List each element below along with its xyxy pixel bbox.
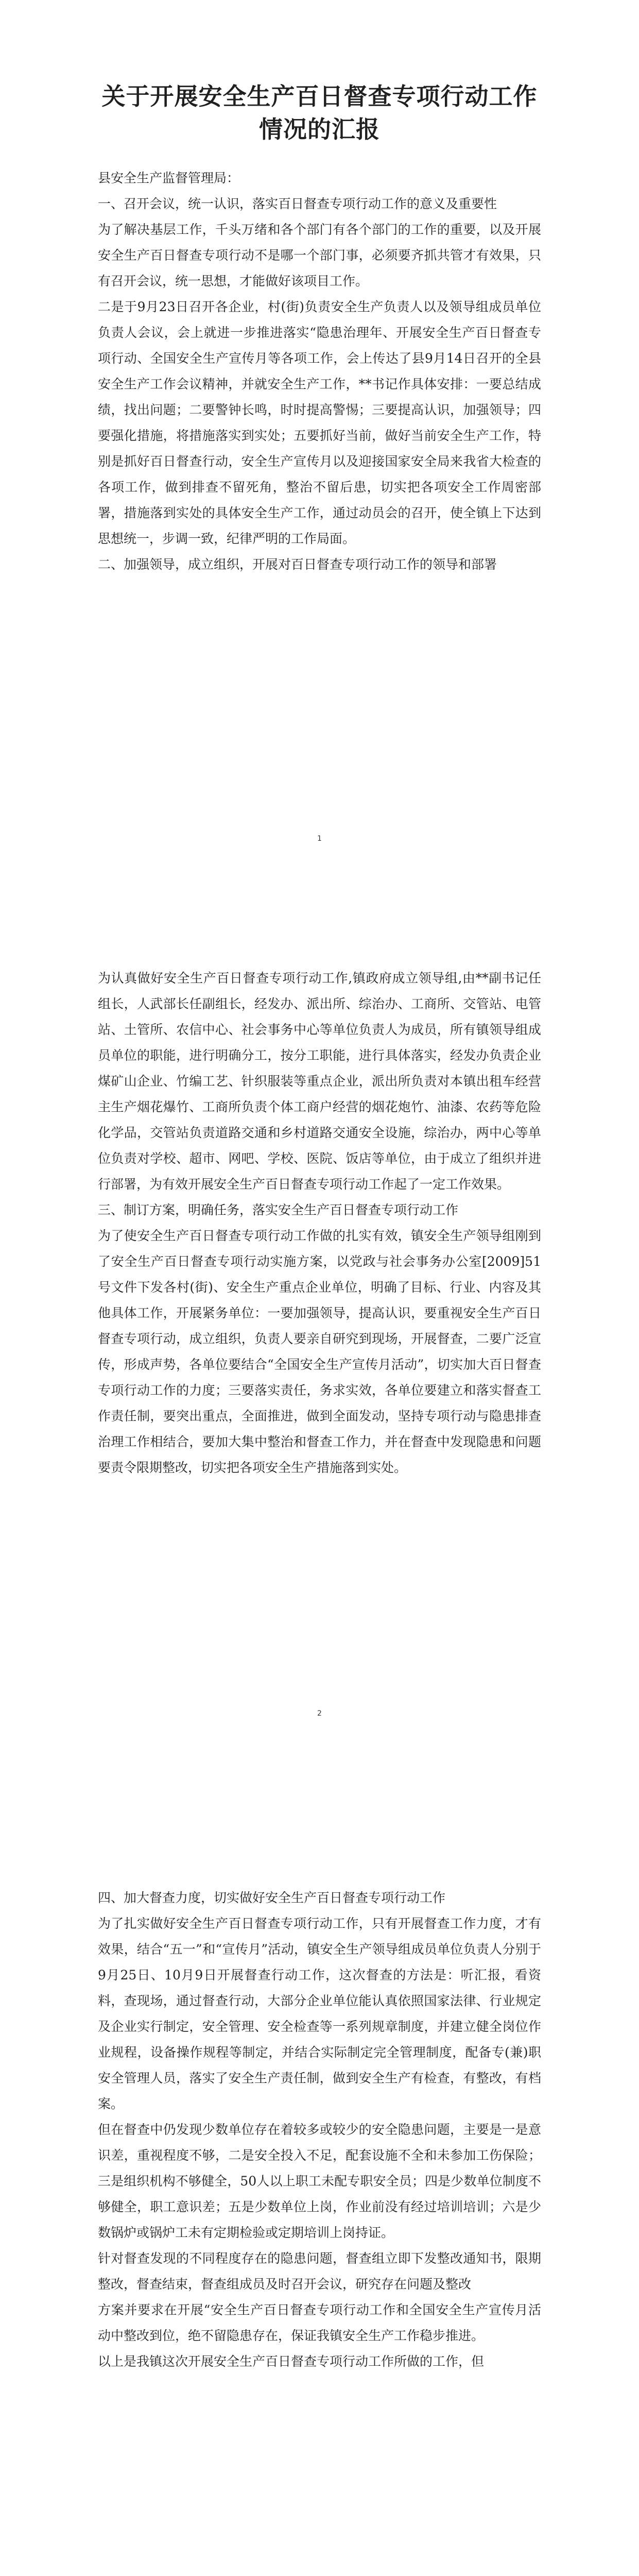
paragraph: 但在督查中仍发现少数单位存在着较多或较少的安全隐患问题，主要是一是意识差，重视程度不够，二是安全投入不足，配套设施不全和未参加工伤保险；三是组织机构不够健全，50人以上职工未配专职安全员；四是少数单位制度不够健全，职工意识差；五是少数单位上岗，作业前没有经过培训培训；六是少数锅炉或锅炉工未有定期检验或定期培训上岗持证。	[98, 2122, 541, 2240]
paragraph: 方案并要求在开展“安全生产百日督查专项行动工作和全国安全生产宣传月活动中整改到位，绝不留隐患存在，保证我镇安全生产工作稳步推进。	[98, 2302, 541, 2343]
paragraph: 针对督查发现的不同程度存在的隐患问题，督查组立即下发整改通知书，限期整改，督查结束，督查组成员及时召开会议，研究存在问题及整改	[98, 2251, 541, 2292]
section-heading-3: 三、制订方案，明确任务，落实安全生产百日督查专项行动工作	[98, 1202, 459, 1217]
title-line-2: 情况的汇报	[259, 115, 380, 143]
paragraph: 二是于9月23日召开各企业，村(街)负责安全生产负责人以及领导组成员单位负责人会议，会上就进一步推进落实“隐患治理年、开展安全生产百日督查专项行动、全国安全生产宣传月等各项工作，会上传达了县9月14日召开的全县安全生产工作会议精神，并就安全生产工作，**书记作具体安排：一要总结成绩，找出问题；二要警钟长鸣，时时提高警惕；三要提高认识，加强领导；四要强化措施，将措施落实到实处；五要抓好当前，做好当前安全生产工作，特别是抓好百日督查行动，安全生产宣传月以及迎接国家安全局来我省大检查的各项工作，做到排查不留死角，整治不留后患，切实把各项安全工作周密部署，措施落到实处的具体安全生产工作，通过动员会的召开，使全镇上下达到思想统一，步调一致，纪律严明的工作局面。	[98, 299, 541, 546]
section-heading-4: 四、加大督查力度，切实做好安全生产百日督查专项行动工作	[98, 1890, 446, 1905]
page-number: 1	[317, 835, 322, 843]
paragraph: 为了使安全生产百日督查专项行动工作做的扎实有效，镇安全生产领导组刚到了安全生产百日督查专项行动实施方案，以党政与社会事务办公室[2009]51号文件下发各村(街)、安全生产重点企业单位，明确了目标、行业、内容及其他具体工作，开展紧务单位：一要加强领导，提高认识，要重视安全生产百日督查专项行动，成立组织，负责人要亲自研究到现场，开展督查，二要广泛宣传，形成声势，各单位要结合“全国安全生产宣传月活动”，切实加大百日督查专项行动工作的力度；三要落实责任，务求实效，各单位要建立和落实督查工作责任制，要突出重点，全面推进，做到全面发动，坚持专项行动与隐患排查治理工作相结合，要加大集中整治和督查工作力，并在督查中发现隐患和问题要责令限期整改，切实把各项安全生产措施落到实处。	[98, 1228, 541, 1475]
salutation: 县安全生产监督管理局：	[98, 171, 240, 185]
page-1	[0, 0, 639, 904]
page-2	[0, 904, 639, 1807]
paragraph: 为了解决基层工作，千头万绪和各个部门有各个部门的工作的重要，以及开展安全生产百日督查专项行动不是哪一个部门事，必须要齐抓共管才有效果，只有召开会议，统一思想，才能做好该项目工作。	[98, 222, 541, 289]
paragraph: 为认真做好安全生产百日督查专项行动工作,镇政府成立领导组,由**副书记任组长，人武部长任副组长，经发办、派出所、综治办、工商所、交管站、电管站、土管所、农信中心、社会事务中心等单位负责人为成员，所有镇领导组成员单位的职能，进行明确分工，按分工职能，进行具体落实，经发办负责企业煤矿山企业、竹编工艺、针织服装等重点企业，派出所负责对本镇出租车经营主生产烟花爆竹、工商所负责个体工商户经营的烟花炮竹、油漆、农药等危险化学品，交管站负责道路交通和乡村道路交通安全设施，综治办，两中心等单位负责对学校、超市、网吧、学校、医院、饭店等单位，由于成立了组织并进行部署，为有效开展安全生产百日督查专项行动工作起了一定工作效果。	[98, 971, 541, 1192]
page-1-content	[98, 165, 541, 578]
section-heading-1: 一、召开会议，统一认识，落实百日督查专项行动工作的意义及重要性	[98, 196, 497, 211]
document-title	[98, 80, 541, 146]
page-3-content	[98, 1807, 541, 2375]
page-3	[0, 1807, 639, 2576]
page-number: 2	[317, 1709, 322, 1718]
section-heading-2: 二、加强领导，成立组织，开展对百日督查专项行动工作的领导和部署	[98, 557, 497, 572]
paragraph: 为了扎实做好安全生产百日督查专项行动工作，只有开展督查工作力度，才有效果，结合“五一”和“宣传月”活动，镇安全生产领导组成员单位负责人分别于9月25日、10月9日开展督查行动工作，这次督查的方法是：听汇报，看资料，查现场，通过督查行动，大部分企业单位能认真依照国家法律、行业规定及企业实行制定，安全管理、安全检查等一系列规章制度，并建立健全岗位作业规程，设备操作规程等制定，并结合实际制定完全管理制度，配备专(兼)职安全管理人员，落实了安全生产责任制，做到安全生产有检查，有整改，有档案。	[98, 1916, 541, 2111]
page-2-content	[98, 904, 541, 1481]
paragraph: 以上是我镇这次开展安全生产百日督查专项行动工作所做的工作，但	[98, 2354, 485, 2369]
title-line-1: 关于开展安全生产百日督查专项行动工作	[101, 82, 538, 110]
